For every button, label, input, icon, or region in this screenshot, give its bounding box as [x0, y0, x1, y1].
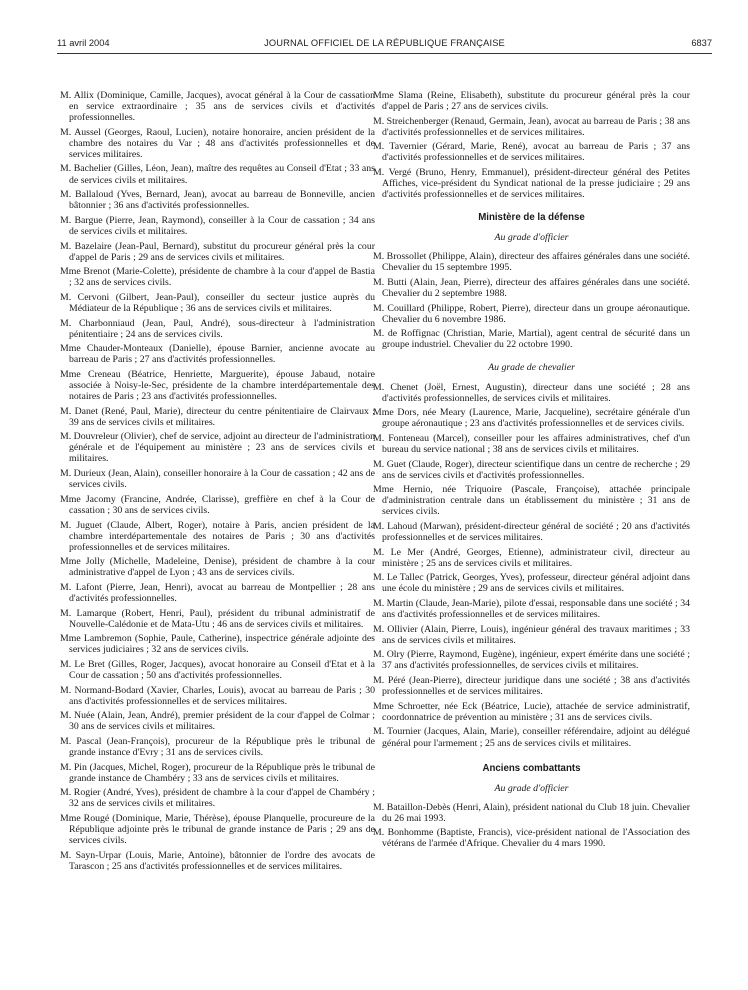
list-item: M. Bonhomme (Baptiste, Francis), vice-président national de l'Association des vétérans de l'armée d'Afrique. Chevalier du 4 mars 1990. — [373, 827, 690, 850]
list-item: M. Le Bret (Gilles, Roger, Jacques), avocat honoraire au Conseil d'Etat et à la Cour de cassation ; 50 ans d'activités professionnelles. — [60, 658, 375, 682]
left-column — [60, 90, 375, 876]
list-item: M. Olry (Pierre, Raymond, Eugène), ingénieur, expert émérite dans une société ; 37 ans d'activités professionnelles, de services civils et militaires. — [373, 649, 690, 672]
defense-officier-list — [373, 251, 690, 350]
list-item: M. Couillard (Philippe, Robert, Pierre), directeur dans un groupe aéronautique. Chevalier du 6 novembre 1986. — [373, 302, 690, 325]
list-item: M. Allix (Dominique, Camille, Jacques), avocat général à la Cour de cassation en service extraordinaire ; 35 ans de services civils et d'activités professionnelles. — [60, 90, 375, 124]
list-item: Mme Dors, née Meary (Laurence, Marie, Jacqueline), secrétaire générale d'un groupe aéronautique ; 23 ans d'activités professionnelles et de services civils. — [373, 407, 690, 430]
list-item: M. Brossollet (Philippe, Alain), directeur des affaires générales dans une société. Chevalier du 15 septembre 1995. — [373, 251, 690, 274]
list-item: Mme Creneau (Béatrice, Henriette, Marguerite), épouse Jabaud, notaire associée à Noisy-le-Sec, présidente de la chambre interdépartementale des notaires de Paris ; 23 ans d'activités professionnelles. — [60, 368, 375, 403]
list-item: M. Vergé (Bruno, Henry, Emmanuel), président-directeur général des Petites Affiches, vice-président du Syndicat national de la presse judiciaire ; 29 ans d'activités professionnelles et de services militaires. — [373, 167, 690, 201]
page-number: 6837 — [691, 38, 712, 48]
list-item: M. de Roffignac (Christian, Marie, Martial), agent central de sécurité dans un groupe industriel. Chevalier du 22 octobre 1990. — [373, 328, 690, 351]
journal-title: JOURNAL OFFICIEL DE LA RÉPUBLIQUE FRANÇAISE — [264, 38, 505, 48]
grade-label-chevalier: Au grade de chevalier — [488, 362, 575, 374]
list-item: M. Ollivier (Alain, Pierre, Louis), ingénieur général des travaux maritimes ; 33 ans de services civils et militaires. — [373, 623, 690, 646]
list-item: M. Danet (René, Paul, Marie), directeur du centre pénitentiaire de Clairvaux ; 39 ans de services civils et militaires. — [60, 405, 375, 428]
list-item: M. Lamarque (Robert, Henri, Paul), président du tribunal administratif de Nouvelle-Calédonie et de Mata-Utu ; 46 ans de services civils et militaires. — [60, 607, 375, 630]
list-item: M. Bataillon-Debès (Henri, Alain), président national du Club 18 juin. Chevalier du 26 mai 1993. — [373, 801, 690, 824]
list-item: Mme Chauder-Monteaux (Danielle), épouse Barnier, ancienne avocate au barreau de Paris ; 27 ans d'activités professionnelles. — [60, 343, 375, 366]
list-item: Mme Jolly (Michelle, Madeleine, Denise), président de chambre à la cour administrative d'appel de Lyon ; 43 ans de services civils. — [60, 556, 375, 579]
justice-continued-list — [373, 90, 690, 200]
grade-label-officier: Au grade d'officier — [494, 232, 569, 244]
list-item: M. Butti (Alain, Jean, Pierre), directeur des affaires générales dans une société. Chevalier du 2 septembre 1988. — [373, 276, 690, 300]
list-item: M. Bargue (Pierre, Jean, Raymond), conseiller à la Cour de cassation ; 34 ans de services civils et militaires. — [60, 214, 375, 237]
right-column — [373, 90, 690, 853]
list-item: Mme Hernio, née Triquoire (Pascale, Françoise), attachée principale d'administration centrale dans un établissement du ministère ; 31 ans de services civils. — [373, 484, 690, 518]
list-item: M. Bachelier (Gilles, Léon, Jean), maître des requêtes au Conseil d'Etat ; 33 ans de services civils et militaires. — [60, 163, 375, 186]
list-item: M. Normand-Bodard (Xavier, Charles, Louis), avocat au barreau de Paris ; 30 ans d'activités professionnelles et de services militaires. — [60, 684, 375, 707]
list-item: M. Le Tallec (Patrick, Georges, Yves), professeur, directeur général adjoint dans une école du ministère ; 29 ans de services civils et militaires. — [373, 572, 690, 595]
list-item: M. Cervoni (Gilbert, Jean-Paul), conseiller du secteur justice auprès du Médiateur de la République ; 36 ans de services civils et militaires. — [60, 291, 375, 314]
header-divider — [57, 53, 712, 54]
list-item: M. Fonteneau (Marcel), conseiller pour les affaires administratives, chef d'un bureau du service national ; 38 ans de services civils et militaires. — [373, 432, 690, 455]
list-item: M. Bazelaire (Jean-Paul, Bernard), substitut du procureur général près la cour d'appel de Paris ; 29 ans de services civils et militaires. — [60, 240, 375, 263]
list-item: Mme Slama (Reine, Elisabeth), substitute du procureur général près la cour d'appel de Paris ; 27 ans de services civils. — [373, 90, 690, 113]
list-item: M. Pascal (Jean-François), procureur de la République près le tribunal de grande instance d'Evry ; 31 ans de services civils. — [60, 736, 375, 759]
list-item: Mme Rougé (Dominique, Marie, Thérèse), épouse Planquelle, procureure de la République adjointe près le tribunal de grande instance de Paris ; 29 ans de services civils. — [60, 813, 375, 847]
list-item: M. Guet (Claude, Roger), directeur scientifique dans un centre de recherche ; 29 ans de services civils et d'activités professionnelles. — [373, 458, 690, 481]
anciens-officier-list — [373, 802, 690, 850]
list-item: M. Rogier (André, Yves), président de chambre à la cour d'appel de Chambéry ; 32 ans de services civils et militaires. — [60, 787, 375, 810]
list-item: M. Chenet (Joël, Ernest, Augustin), directeur dans une société ; 28 ans d'activités professionnelles, de services civils et militaires. — [373, 381, 690, 404]
section-title-defense: Ministère de la défense — [478, 212, 585, 224]
list-item: Mme Lambremon (Sophie, Paule, Catherine), inspectrice générale adjointe des services judiciaires ; 32 ans de services civils. — [60, 633, 375, 656]
list-item: M. Charbonniaud (Jean, Paul, André), sous-directeur à l'administration pénitentiaire ; 24 ans de services civils. — [60, 317, 375, 340]
list-item: M. Lahoud (Marwan), président-directeur général de société ; 20 ans d'activités professionnelles et de services militaires. — [373, 520, 690, 544]
publication-date: 11 avril 2004 — [57, 38, 110, 48]
list-item: M. Durieux (Jean, Alain), conseiller honoraire à la Cour de cassation ; 42 ans de services civils. — [60, 468, 375, 491]
list-item: M. Le Mer (André, Georges, Etienne), administrateur civil, directeur au ministère ; 25 ans de services civils et militaires. — [373, 546, 690, 569]
list-item: M. Sayn-Urpar (Louis, Marie, Antoine), bâtonnier de l'ordre des avocats de Tarascon ; 25 ans d'activités professionnelles et de services militaires. — [60, 849, 375, 872]
list-item: M. Péré (Jean-Pierre), directeur juridique dans une société ; 38 ans d'activités professionnelles et de services militaires. — [373, 675, 690, 698]
list-item: M. Tournier (Jacques, Alain, Marie), conseiller référendaire, adjoint au délégué général pour l'armement ; 25 ans de services civils et militaires. — [373, 726, 690, 749]
list-item: M. Douvreleur (Olivier), chef de service, adjoint au directeur de l'administration générale et de l'équipement au ministère ; 23 ans de services civils et militaires. — [60, 431, 375, 465]
list-item: M. Pin (Jacques, Michel, Roger), procureur de la République près le tribunal de grande instance de Chambéry ; 33 ans de services civils et militaires. — [60, 761, 375, 784]
list-item: M. Lafont (Pierre, Jean, Henri), avocat au barreau de Montpellier ; 28 ans d'activités professionnelles. — [60, 581, 375, 604]
defense-chevalier-list — [373, 382, 690, 749]
list-item: M. Juguet (Claude, Albert, Roger), notaire à Paris, ancien président de la chambre interdépartementale des notaires de Paris ; 30 ans d'activités professionnelles et de services militaires. — [60, 519, 375, 553]
page-header — [57, 38, 712, 52]
list-item: M. Streichenberger (Renaud, Germain, Jean), avocat au barreau de Paris ; 38 ans d'activités professionnelles et de services militaires. — [373, 115, 690, 138]
list-item: Mme Brenot (Marie-Colette), présidente de chambre à la cour d'appel de Bastia ; 32 ans de services civils. — [60, 266, 375, 289]
section-title-anciens-combattants: Anciens combattants — [482, 762, 581, 774]
list-item: M. Martin (Claude, Jean-Marie), pilote d'essai, responsable dans une société ; 34 ans d'activités professionnelles et de services militaires. — [373, 598, 690, 621]
list-item: Mme Jacomy (Francine, Andrée, Clarisse), greffière en chef à la Cour de cassation ; 30 ans de services civils. — [60, 493, 375, 516]
grade-label-officier: Au grade d'officier — [494, 782, 569, 794]
list-item: M. Aussel (Georges, Raoul, Lucien), notaire honoraire, ancien président de la chambre des notaires du Var ; 48 ans d'activités professionnelles et de services militaires. — [60, 126, 375, 160]
list-item: M. Tavernier (Gérard, Marie, René), avocat au barreau de Paris ; 37 ans d'activités professionnelles et de services militaires. — [373, 141, 690, 164]
list-item: M. Nuée (Alain, Jean, André), premier président de la cour d'appel de Colmar ; 30 ans de services civils et militaires. — [60, 710, 375, 733]
list-item: Mme Schroetter, née Eck (Béatrice, Lucie), attachée de service administratif, coordonnatrice de prévention au ministère ; 31 ans de services civils. — [373, 700, 690, 723]
list-item: M. Ballaloud (Yves, Bernard, Jean), avocat au barreau de Bonneville, ancien bâtonnier ; 36 ans d'activités professionnelles. — [60, 189, 375, 212]
